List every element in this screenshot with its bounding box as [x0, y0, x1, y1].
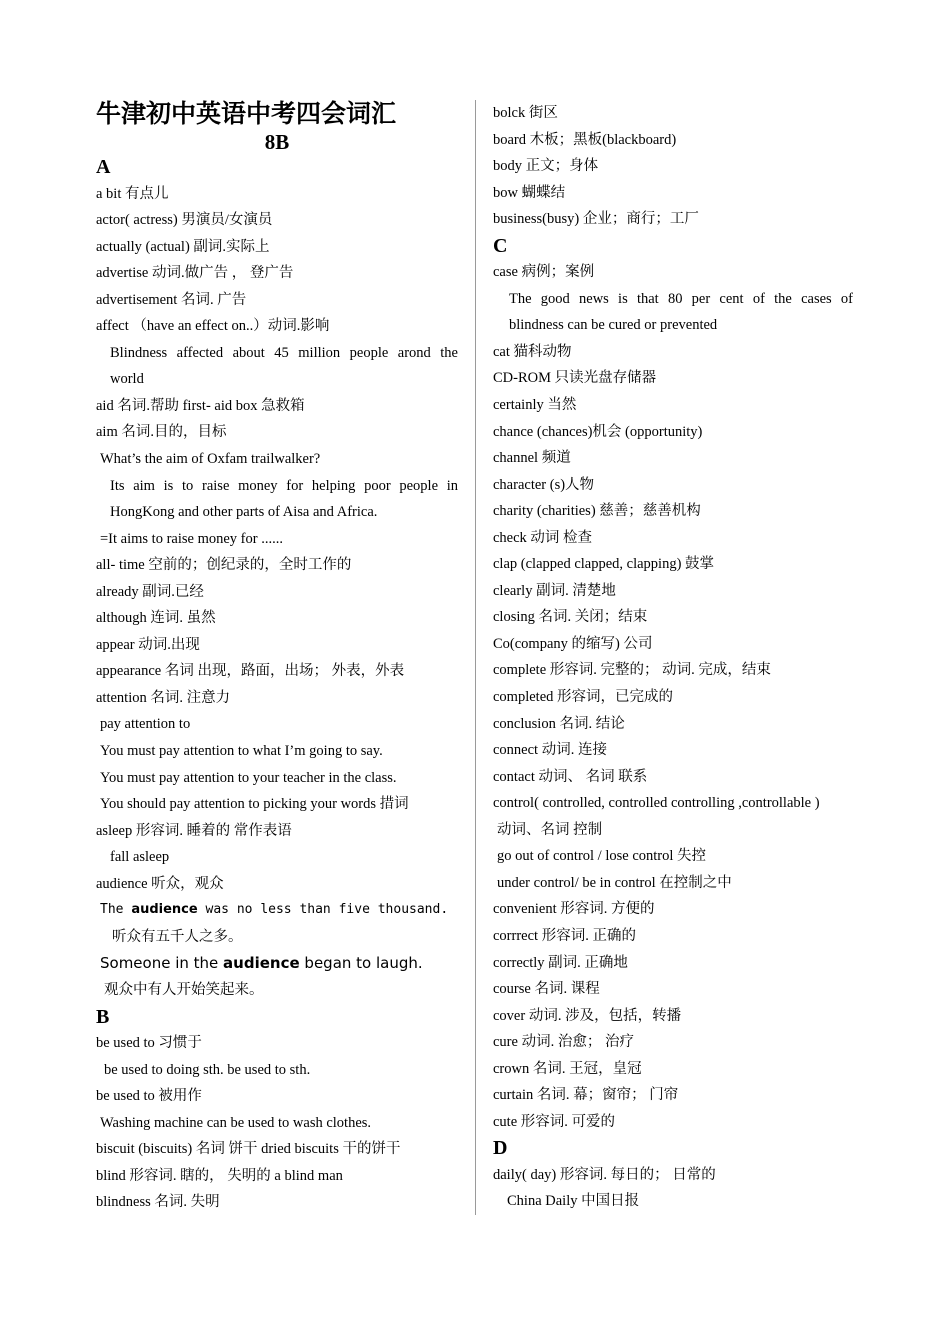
vocab-entry: correctly 副词. 正确地 — [493, 954, 628, 971]
vocab-entry: character (s)人物 — [493, 476, 595, 493]
example-line: be used to doing sth. be used to sth. — [104, 1061, 311, 1078]
vocab-entry: bow 蝴蝶结 — [493, 184, 566, 201]
vocab-entry: all- time 空前的；创纪录的，全时工作的 — [96, 557, 352, 574]
vocab-entry: curtain 名词. 幕；窗帘； 门帘 — [493, 1087, 679, 1104]
vocab-entry: CD-ROM 只读光盘存储器 — [493, 370, 657, 387]
example-line: China Daily 中国日报 — [507, 1193, 640, 1210]
keyword-highlight: audience — [131, 902, 198, 918]
column-divider — [475, 100, 476, 1215]
vocab-entry: attention 名词. 注意力 — [96, 689, 231, 706]
section-letter-heading: A — [96, 156, 111, 178]
example-line: Its aim is to raise money for helping poor people in — [110, 477, 458, 494]
section-letter-heading: D — [493, 1137, 508, 1160]
section-letter-heading: C — [493, 234, 508, 257]
vocab-entry: blind 形容词. 瞎的， 失明的 a blind man — [96, 1167, 343, 1184]
vocab-entry: cover 动词. 涉及，包括，转播 — [493, 1007, 682, 1024]
example-line: You should pay attention to picking your words 措词 — [100, 796, 409, 813]
example-line: 动词、名词 控制 — [497, 821, 603, 838]
section-letter-heading: B — [96, 1005, 110, 1028]
vocab-entry: clearly 副词. 清楚地 — [493, 582, 616, 599]
example-line: under control/ be in control 在控制之中 — [497, 874, 732, 891]
vocab-entry: channel 频道 — [493, 450, 571, 467]
right-column — [493, 100, 853, 1215]
vocab-entry: cure 动词. 治愈； 治疗 — [493, 1034, 634, 1051]
vocab-entry: aim 名词.目的，目标 — [96, 424, 227, 441]
vocab-entry: case 病例；案例 — [493, 264, 595, 281]
example-sentence — [96, 897, 458, 924]
vocab-entry: conclusion 名词. 结论 — [493, 715, 625, 732]
vocab-entry: appear 动词.出现 — [96, 636, 200, 653]
vocab-entry: chance (chances)机会 (opportunity) — [493, 423, 703, 440]
example-line: world — [110, 371, 144, 388]
example-line: You must pay attention to your teacher in the class. — [100, 769, 397, 786]
example-text: began to laugh. — [299, 954, 423, 973]
vocab-entry: blindness 名词. 失明 — [96, 1194, 220, 1211]
example-line: The good news is that 80 per cent of the cases of — [509, 290, 853, 307]
vocab-entry: audience 听众，观众 — [96, 875, 224, 892]
vocab-entry: be used to 被用作 — [96, 1088, 202, 1105]
document-title: 牛津初中英语中考四会词汇 — [96, 101, 397, 128]
vocab-entry: crown 名词. 王冠，皇冠 — [493, 1060, 642, 1077]
vocab-entry: bolck 街区 — [493, 105, 558, 121]
vocab-entry: actor( actress) 男演员/女演员 — [96, 212, 273, 229]
vocab-entry: although 连词. 虽然 — [96, 610, 216, 627]
vocab-entry: course 名词. 课程 — [493, 981, 600, 998]
vocab-entry: biscuit (biscuits) 名词 饼干 dried biscuits 干的饼干 — [96, 1141, 401, 1158]
vocab-entry: completed 形容词，已完成的 — [493, 689, 674, 706]
vocab-entry: daily( day) 形容词. 每日的； 日常的 — [493, 1166, 716, 1183]
vocab-entry: business(busy) 企业；商行；工厂 — [493, 211, 699, 228]
vocab-entry: control( controlled, controlled controlling ,controllable ) — [493, 795, 820, 812]
vocab-entry: corrrect 形容词. 正确的 — [493, 927, 636, 944]
example-line: 听众有五千人之多。 — [112, 928, 243, 945]
example-text: Someone in the — [100, 954, 224, 973]
vocab-entry: board 木板；黑板(blackboard) — [493, 131, 677, 148]
example-text: The — [100, 902, 132, 918]
vocab-entry: cute 形容词. 可爱的 — [493, 1113, 616, 1130]
vocab-entry: clap (clapped clapped, clapping) 鼓掌 — [493, 556, 715, 573]
right-entry-list — [493, 100, 853, 1215]
vocab-entry: advertisement 名词. 广告 — [96, 291, 247, 308]
vocab-entry: body 正文；身体 — [493, 158, 599, 175]
vocab-entry: asleep 形容词. 睡着的 常作表语 — [96, 822, 292, 839]
document-subtitle: 8B — [264, 130, 290, 154]
keyword-highlight: audience — [223, 954, 300, 973]
example-line: Blindness affected about 45 million people arond the — [110, 344, 458, 361]
example-line: pay attention to — [100, 716, 191, 733]
left-column — [96, 100, 458, 1216]
example-line: Washing machine can be used to wash clothes. — [100, 1114, 372, 1131]
vocab-entry: advertise 动词.做广告 ， 登广告 — [96, 265, 294, 282]
vocab-entry: certainly 当然 — [493, 397, 577, 414]
vocab-entry: actually (actual) 副词.实际上 — [96, 238, 270, 255]
vocab-entry: check 动词 检查 — [493, 529, 593, 546]
vocab-entry: convenient 形容词. 方便的 — [493, 901, 655, 918]
example-sentence — [96, 950, 458, 977]
vocab-entry: appearance 名词 出现，路面，出场； 外表，外表 — [96, 663, 405, 680]
example-line: blindness can be cured or prevented — [509, 317, 718, 334]
example-line: HongKong and other parts of Aisa and Africa. — [110, 504, 378, 521]
vocab-entry: closing 名词. 关闭；结束 — [493, 609, 648, 626]
vocab-entry: contact 动词、 名词 联系 — [493, 768, 648, 785]
vocab-entry: Co(company 的缩写) 公司 — [493, 635, 653, 652]
example-line: go out of control / lose control 失控 — [497, 848, 707, 865]
example-line: You must pay attention to what I’m going to say. — [100, 743, 383, 760]
left-entry-list — [96, 154, 458, 1216]
example-line: =It aims to raise money for ...... — [100, 530, 283, 547]
vocab-entry: charity (charities) 慈善；慈善机构 — [493, 503, 701, 520]
example-line: What’s the aim of Oxfam trailwalker? — [100, 451, 321, 468]
vocab-entry: connect 动词. 连接 — [493, 742, 607, 759]
vocab-entry: aid 名词.帮助 first- aid box 急救箱 — [96, 397, 305, 414]
example-line: fall asleep — [110, 849, 170, 866]
example-text: was no less than five thousand. — [197, 902, 449, 918]
vocab-entry: complete 形容词. 完整的； 动词. 完成，结束 — [493, 662, 771, 679]
example-line: 观众中有人开始笑起来。 — [104, 981, 264, 998]
vocab-entry: affect （have an effect on..）动词.影响 — [96, 318, 330, 335]
vocab-entry: a bit 有点儿 — [96, 185, 169, 202]
vocab-entry: be used to 习惯于 — [96, 1035, 202, 1052]
vocab-entry: cat 猫科动物 — [493, 343, 572, 360]
vocab-entry: already 副词.已经 — [96, 583, 204, 600]
